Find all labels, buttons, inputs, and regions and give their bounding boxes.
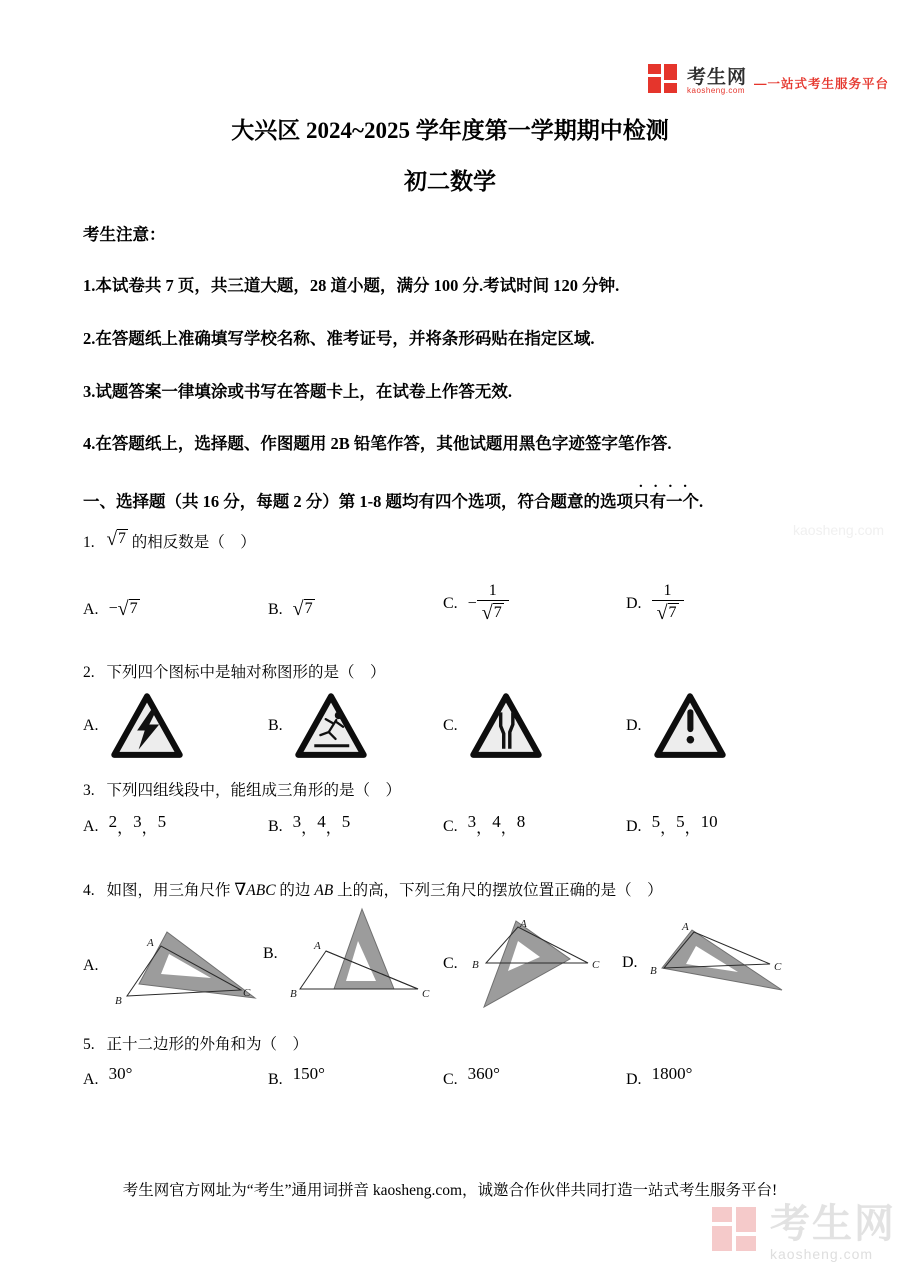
- notice-item-3: 3.试题答案一律填涂或书写在答题卡上，在试卷上作答无效.: [83, 382, 512, 401]
- separator: ，: [500, 820, 517, 837]
- question-1-number: 1.: [83, 534, 95, 551]
- option-label: B.: [268, 600, 283, 618]
- option-label: C.: [443, 1071, 458, 1088]
- q3-option-c: [443, 812, 526, 838]
- q1-option-b: [268, 598, 315, 621]
- option-label: C.: [443, 594, 458, 612]
- question-5-stem: [83, 1032, 308, 1054]
- numerator: 1: [663, 582, 672, 599]
- question-3-number: 3.: [83, 782, 95, 799]
- minus-sign: −: [467, 594, 477, 612]
- side-ab-math: AB: [314, 882, 334, 899]
- fraction: [477, 582, 509, 625]
- value: 3: [467, 812, 477, 831]
- set-square-figure-a: [109, 918, 259, 1013]
- kaosheng-logo-icon: [648, 62, 680, 95]
- option-label: A.: [83, 1071, 99, 1088]
- vertex-c-label: C: [773, 961, 781, 973]
- option-label: C.: [443, 717, 458, 734]
- value: 10: [700, 812, 718, 831]
- value: 4: [492, 812, 501, 831]
- sqrt: [118, 598, 140, 621]
- value: 3: [133, 812, 142, 831]
- kaosheng-watermark-icon: [712, 1204, 760, 1254]
- sqrt: [482, 602, 504, 625]
- q1-option-a: [83, 598, 140, 621]
- question-1-text: 的相反数是（ ）: [131, 534, 256, 551]
- vertex-a-label: A: [681, 921, 689, 933]
- angle-value: 1800°: [651, 1064, 693, 1083]
- q3-option-a: [83, 812, 167, 838]
- vertex-a-label: A: [146, 937, 154, 949]
- q3-option-d: [626, 812, 718, 838]
- segment-lengths: [292, 812, 351, 838]
- option-label: C.: [443, 817, 458, 835]
- brand-text-block: [687, 68, 747, 95]
- q4-option-d: [622, 918, 798, 1008]
- q5-option-c: [443, 1064, 500, 1090]
- question-4-text-2: 的边: [279, 882, 311, 899]
- radicand: 7: [668, 604, 677, 622]
- separator: ，: [660, 820, 677, 837]
- angle-value: 360°: [467, 1064, 500, 1083]
- radical-sign: √: [481, 602, 493, 625]
- vertex-b-label: B: [649, 965, 657, 977]
- value: 8: [516, 812, 526, 831]
- brand-name: 考生网: [687, 67, 748, 88]
- q2-option-a: [83, 690, 185, 762]
- notice-heading: 考生注意：: [83, 225, 166, 244]
- option-label: A.: [83, 717, 99, 734]
- sqrt7-math: [107, 529, 128, 551]
- radical-sign: √: [117, 598, 129, 620]
- numerator: 1: [488, 582, 497, 599]
- option-label: A.: [83, 600, 99, 618]
- value: 4: [317, 812, 326, 831]
- section-period: .: [699, 492, 704, 511]
- option-label: B.: [268, 1071, 283, 1088]
- value: 5: [341, 812, 351, 831]
- value: 5: [157, 812, 167, 831]
- brand-domain: kaosheng.com: [687, 86, 746, 95]
- vertex-c-label: C: [242, 987, 250, 999]
- value: 3: [292, 812, 302, 831]
- watermark-text-block: [770, 1201, 896, 1262]
- brand-logo: [648, 62, 889, 95]
- denominator: [652, 600, 684, 625]
- nabla-symbol: ∇: [234, 880, 247, 899]
- question-5-text: 正十二边形的外角和为（ ）: [106, 1036, 309, 1053]
- question-2-stem: [83, 660, 386, 682]
- separator: ，: [476, 820, 493, 837]
- separator: ，: [117, 820, 134, 837]
- angle-value: 150°: [292, 1064, 325, 1083]
- watermark-brand-name: 考生网: [770, 1201, 896, 1246]
- slippery-surface-sign-icon: [293, 690, 369, 762]
- road-narrows-sign-icon: [468, 690, 544, 762]
- sqrt-math: [293, 598, 315, 621]
- emphasis-dots: ....: [639, 475, 698, 491]
- value: 2: [108, 812, 118, 831]
- q4-option-b: [263, 905, 438, 1003]
- value: 5: [651, 812, 661, 831]
- electric-hazard-sign-icon: [109, 690, 185, 762]
- neg-sqrt-math: [109, 598, 140, 621]
- segment-lengths: [651, 812, 718, 838]
- value: 5: [676, 812, 685, 831]
- option-label: B.: [263, 945, 278, 962]
- q1-option-d: [626, 582, 684, 625]
- brand-tagline-text: 一站式考生服务平台: [767, 77, 890, 91]
- q4-option-c: [443, 915, 608, 1013]
- general-warning-sign-icon: [652, 690, 728, 762]
- set-square-figure-b: [288, 905, 438, 1003]
- vertex-c-label: C: [421, 988, 430, 1000]
- radical-sign: √: [656, 602, 668, 625]
- page-subtitle: 初二数学: [404, 169, 496, 194]
- section-heading: [83, 475, 704, 512]
- option-label: D.: [622, 954, 638, 971]
- brand-tagline: [754, 74, 889, 95]
- question-4-text-3: 上的高，下列三角尺的摆放位置正确的是（ ）: [337, 882, 663, 899]
- neg-fraction-math: [468, 582, 509, 625]
- option-label: D.: [626, 594, 642, 612]
- separator: ，: [684, 820, 701, 837]
- vertex-b-label: B: [114, 995, 122, 1007]
- radical-sign: √: [106, 529, 118, 550]
- set-square-figure-d: [648, 918, 798, 1008]
- footer-text: 考生网官方网址为“考生”通用词拼音 kaosheng.com，诚邀合作伙伴共同打造一站式考生服务平台!: [122, 1182, 778, 1199]
- option-label: D.: [626, 817, 642, 835]
- option-label: B.: [268, 717, 283, 734]
- vertex-a-label: A: [313, 940, 321, 952]
- fraction-math: [652, 582, 684, 625]
- vertex-b-label: B: [471, 959, 479, 971]
- q5-option-a: [83, 1064, 133, 1090]
- section-emphasized: [633, 475, 699, 512]
- vertex-a-label: A: [519, 918, 527, 930]
- q5-option-b: [268, 1064, 325, 1090]
- segment-lengths: [108, 812, 167, 838]
- question-4-text-1: 如图，用三角尺作: [106, 882, 231, 899]
- question-5-number: 5.: [83, 1036, 95, 1053]
- denominator: [477, 600, 509, 625]
- page-title: 大兴区 2024~2025 学年度第一学期期中检测: [231, 118, 669, 143]
- option-label: D.: [626, 1071, 642, 1088]
- notice-item-1: 1.本试卷共 7 页，共三道大题，28 道小题，满分 100 分.考试时间 120 分钟.: [83, 276, 620, 295]
- question-2-text: 下列四个图标中是轴对称图形的是（ ）: [106, 664, 386, 681]
- q3-option-b: [268, 812, 351, 838]
- angle-value: 30°: [108, 1064, 133, 1083]
- radical-sign: √: [292, 598, 304, 620]
- section-emphasized-text: 只有一个: [633, 492, 699, 511]
- q2-option-c: [443, 690, 544, 762]
- radicand: 7: [129, 600, 138, 617]
- question-1-stem: [83, 530, 256, 555]
- q1-option-c: [443, 582, 509, 625]
- q4-option-a: [83, 918, 259, 1013]
- sqrt: [657, 602, 679, 625]
- q2-option-b: [268, 690, 369, 762]
- option-label: C.: [443, 955, 458, 972]
- minus-sign: −: [108, 600, 118, 617]
- notice-item-4: 4.在答题纸上，选择题、作图题用 2B 铅笔作答，其他试题用黑色字迹签字笔作答.: [83, 434, 672, 453]
- notice-item-2: 2.在答题纸上准确填写学校名称、准考证号，并将条形码贴在指定区域.: [83, 329, 595, 348]
- question-4-number: 4.: [83, 882, 95, 899]
- watermark-logo: [712, 1201, 896, 1262]
- separator: ，: [325, 820, 342, 837]
- brand-dash: —: [754, 77, 768, 91]
- option-label: D.: [626, 717, 642, 734]
- option-label: B.: [268, 817, 283, 835]
- radicand: 7: [493, 604, 502, 622]
- segment-lengths: [467, 812, 526, 838]
- option-label: A.: [83, 817, 99, 835]
- vertex-c-label: C: [591, 959, 600, 971]
- vertex-b-label: B: [289, 988, 297, 1000]
- radicand: 7: [118, 530, 126, 547]
- q2-option-d: [626, 690, 728, 762]
- triangle-letters: ABC: [246, 882, 276, 899]
- question-2-number: 2.: [83, 664, 95, 681]
- q5-option-d: [626, 1064, 693, 1090]
- triangle-abc-math: [234, 882, 275, 899]
- option-label: A.: [83, 956, 99, 974]
- question-3-stem: [83, 778, 401, 800]
- side-watermark: kaosheng.com: [793, 522, 885, 538]
- set-square-figure-c: [468, 915, 608, 1013]
- radicand: 7: [304, 600, 313, 617]
- watermark-brand-domain: kaosheng.com: [770, 1246, 874, 1262]
- separator: ，: [301, 820, 318, 837]
- separator: ，: [141, 820, 158, 837]
- question-3-text: 下列四组线段中，能组成三角形的是（ ）: [106, 782, 402, 799]
- section-prefix: 一、选择题（共 16 分，每题 2 分）第 1-8 题均有四个选项，符合题意的选项: [83, 492, 633, 511]
- question-4-stem: [83, 878, 663, 900]
